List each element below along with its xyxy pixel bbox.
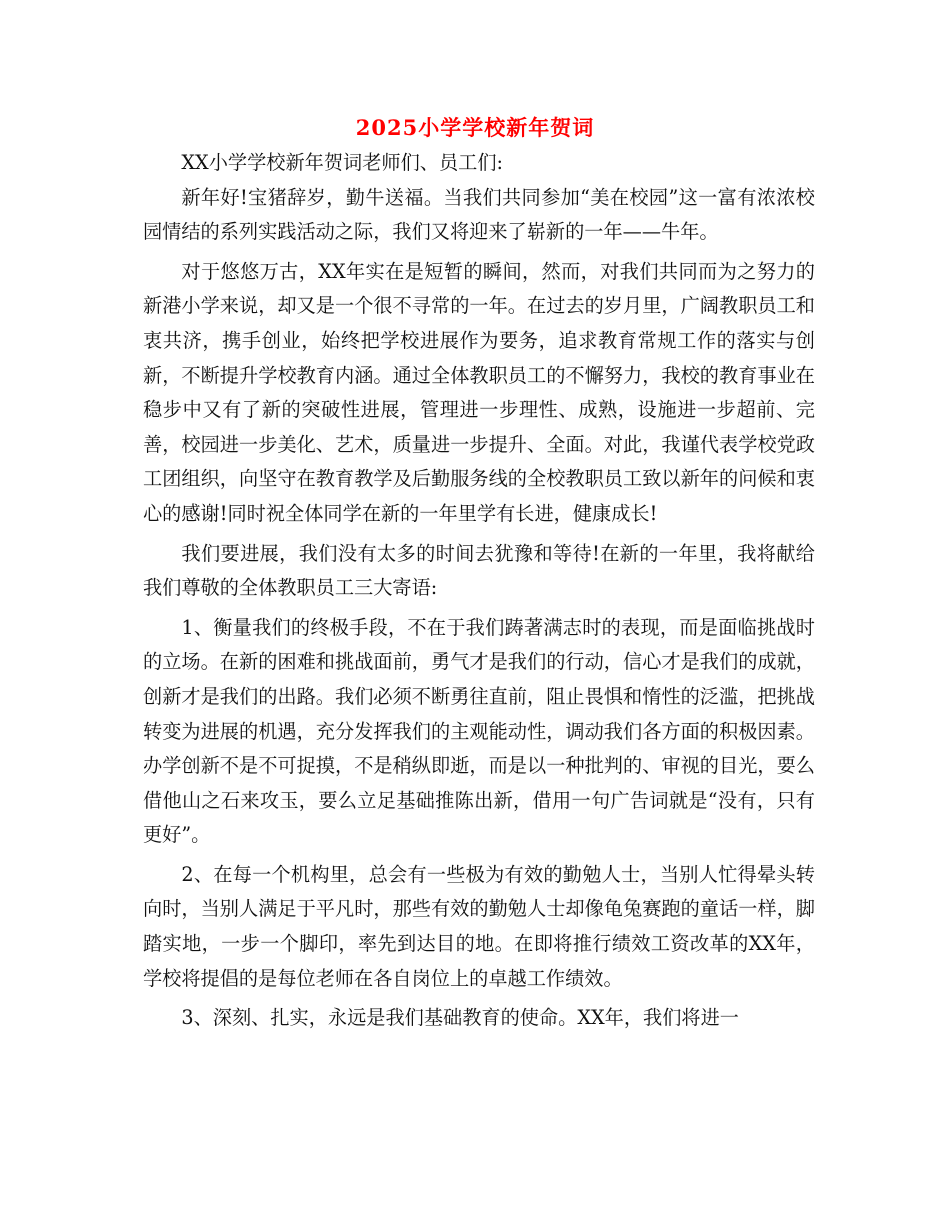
body-paragraph: 新年好!宝猪辞岁，勤牛送福。当我们共同参加“美在校园”这一富有浓浓校园情结的系列实践活动之际，我们又将迎来了崭新的一年——牛年。 bbox=[143, 185, 815, 244]
body-paragraph: 对于悠悠万古，XX年实在是短暂的瞬间，然而，对我们共同而为之努力的新港小学来说，却又是一个很不寻常的一年。在过去的岁月里，广阔教职员工和衷共济，携手创业，始终把学校进展作为要务，追求教育常规工作的落实与创新，不断提升学校教育内涵。通过全体教职员工的不懈努力，我校的教育事业在稳步中又有了新的突破性进展，管理进一步理性、成熟，设施进一步超前、完善，校园进一步美化、艺术，质量进一步提升、全面。对此，我谨代表学校党政工团组织，向坚守在教育教学及后勤服务线的全校教职员工致以新年的问候和衷心的感谢!同时祝全体同学在新的一年里学有长进，健康成长! bbox=[143, 259, 815, 525]
body-paragraph: 1、衡量我们的终极手段，不在于我们踌著满志时的表现，而是面临挑战时的立场。在新的困难和挑战面前，勇气才是我们的行动，信心才是我们的成就，创新才是我们的出路。我们必须不断勇往直前，阻止畏惧和惰性的泛滥，把挑战转变为进展的机遇，充分发挥我们的主观能动性，调动我们各方面的积极因素。办学创新不是不可捉摸，不是稍纵即逝，而是以一种批判的、审视的目光，要么借他山之石来攻玉，要么立足基础推陈出新，借用一句广告词就是“没有，只有更好”。 bbox=[143, 615, 815, 847]
body-paragraph: 2、在每一个机构里，总会有一些极为有效的勤勉人士，当别人忙得晕头转向时，当别人满足于平凡时，那些有效的勤勉人士却像龟兔赛跑的童话一样，脚踏实地，一步一个脚印，率先到达目的地。在即将推行绩效工资改革的XX年，学校将提倡的是每位老师在各自岗位上的卓越工作绩效。 bbox=[143, 862, 815, 990]
body-paragraph: 3、深刻、扎实，永远是我们基础教育的使命。XX年，我们将进一 bbox=[181, 1006, 739, 1030]
body-paragraph: 我们要进展，我们没有太多的时间去犹豫和等待!在新的一年里，我将献给我们尊敬的全体教职员工三大寄语: bbox=[143, 541, 815, 600]
document-title: 2025小学学校新年贺词 bbox=[355, 115, 595, 140]
salutation-paragraph: XX小学学校新年贺词老师们、员工们: bbox=[181, 151, 503, 174]
document-body bbox=[143, 146, 815, 1036]
